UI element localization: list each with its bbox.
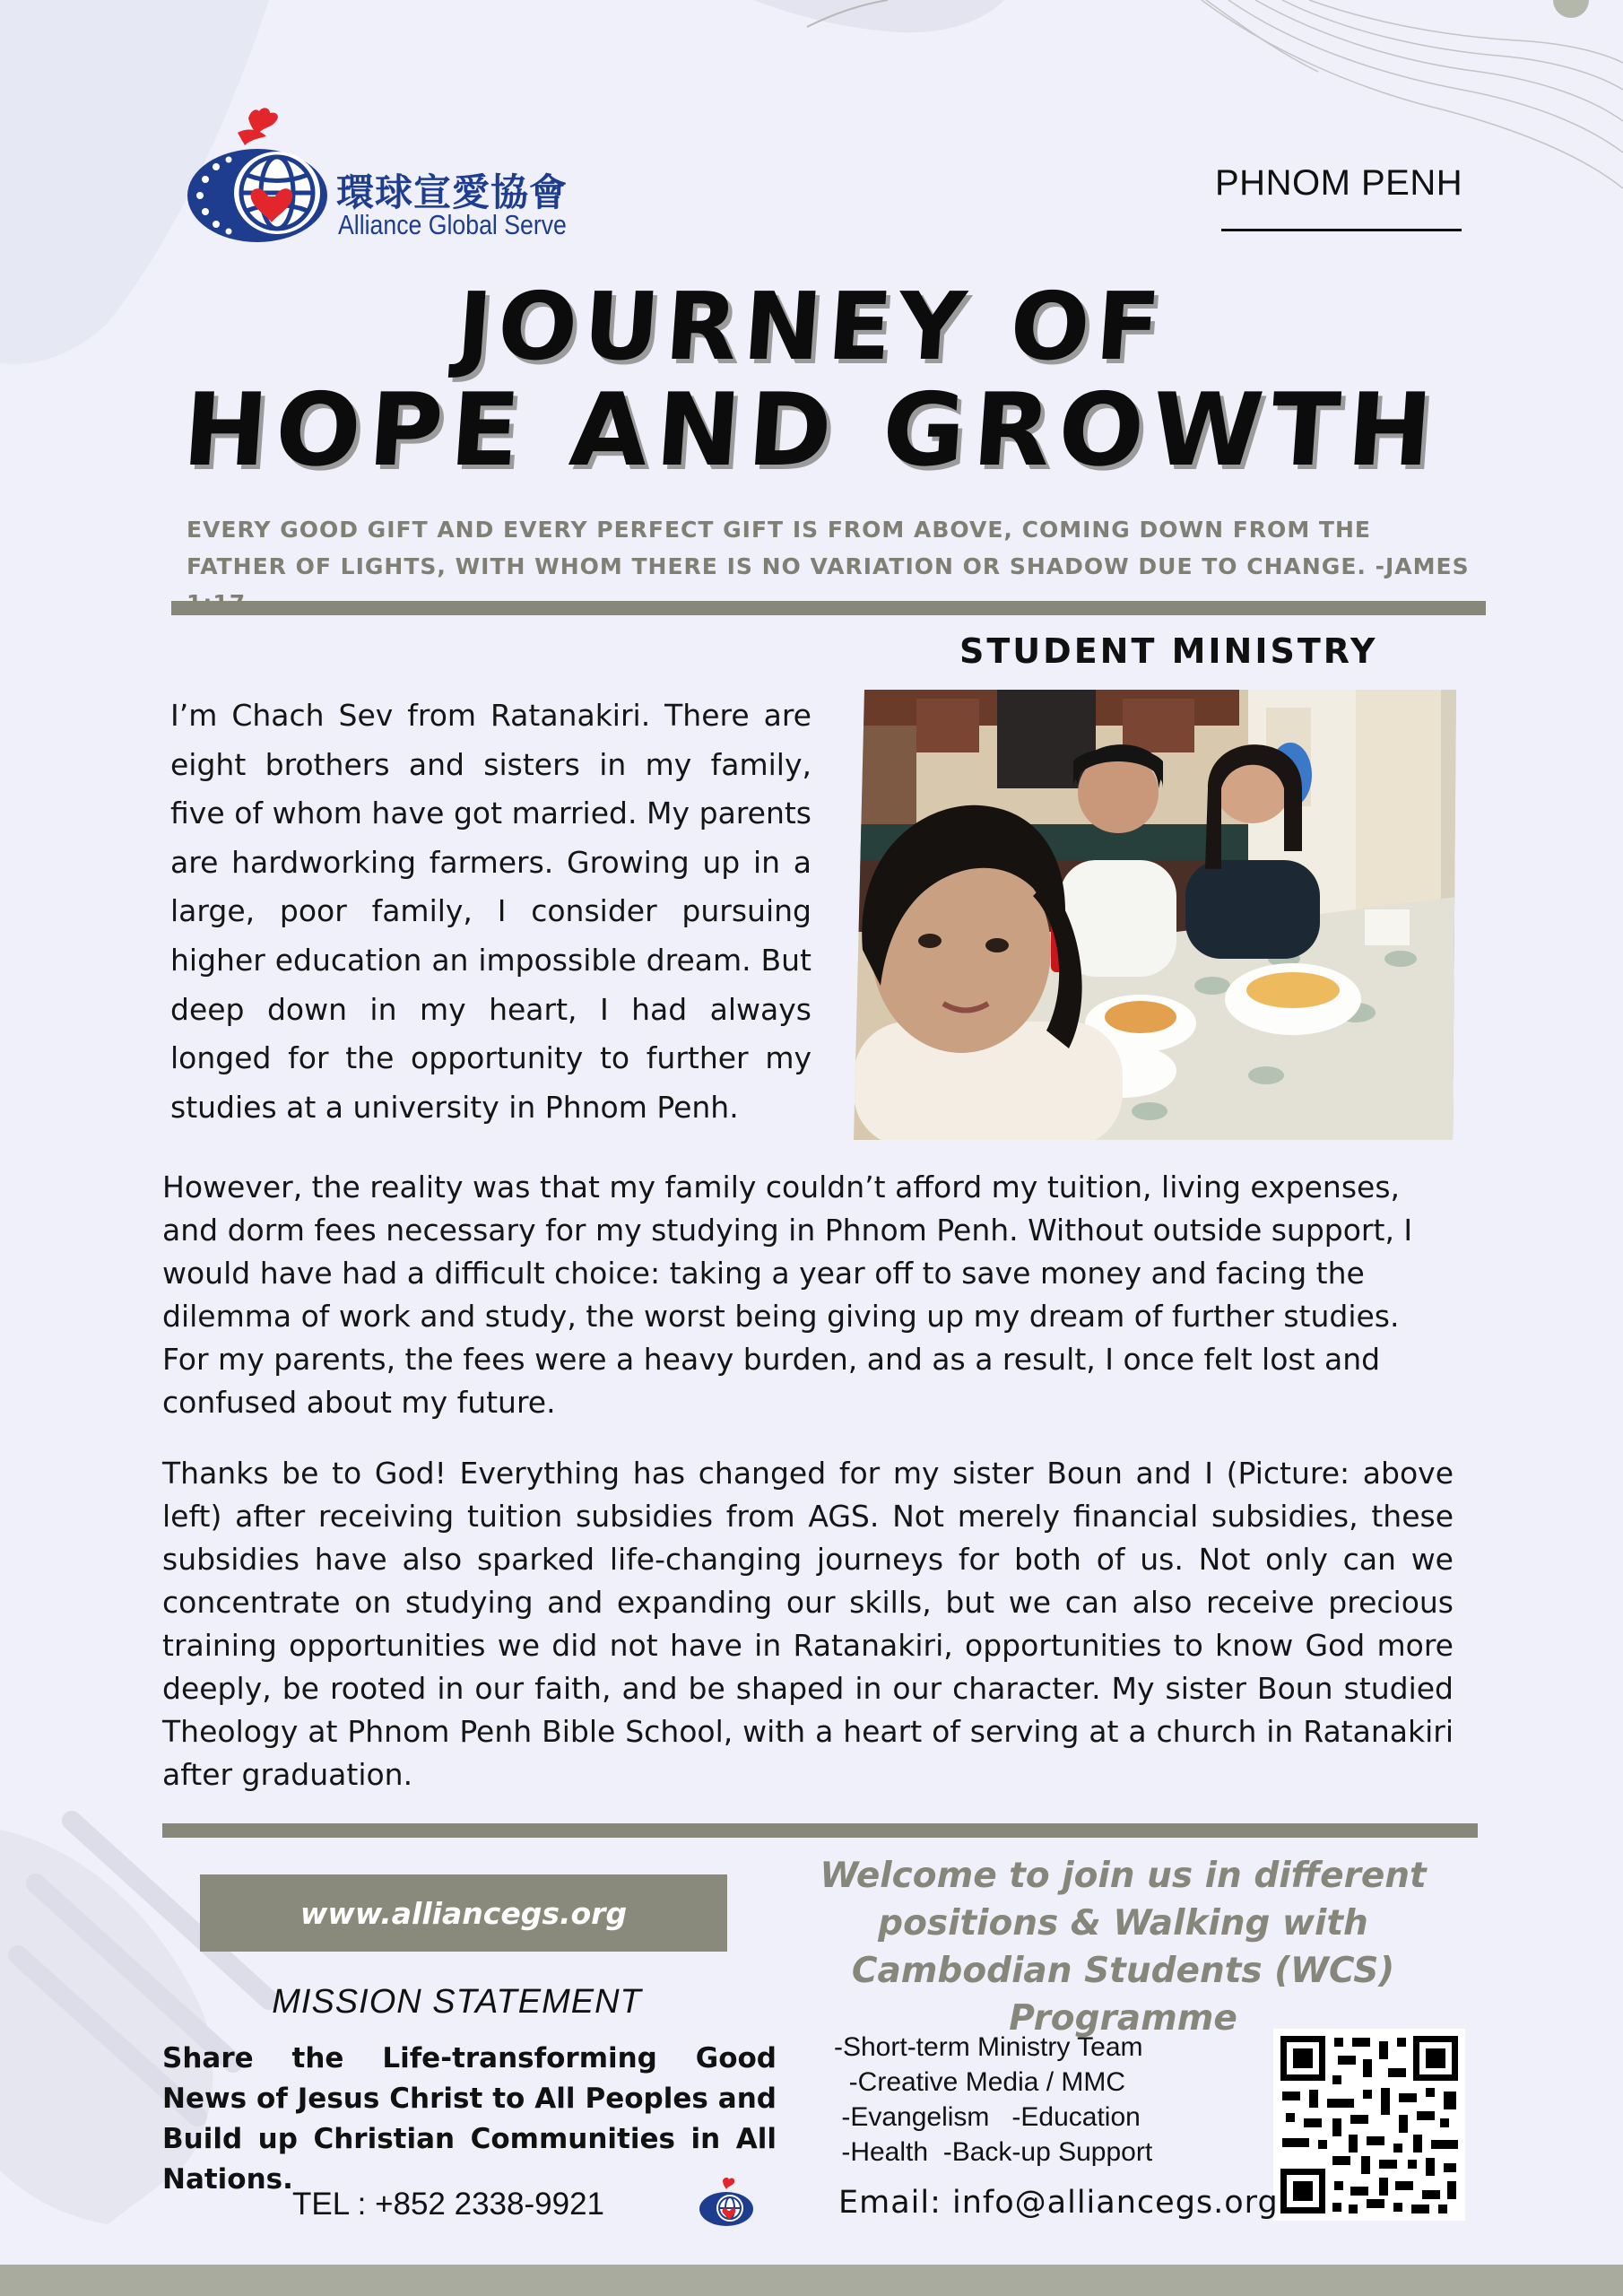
mission-heading: MISSION STATEMENT	[272, 1983, 642, 2021]
email-contact[interactable]: Email: info@alliancegs.org	[838, 2185, 1279, 2221]
city-label: PHNOM PENH	[1215, 163, 1463, 203]
position-item: -Evangelism -Education	[834, 2102, 1141, 2132]
paragraph-1: I’m Chach Sev from Ratanakiri. There are eight brothers and sisters in my family, five of whom have got married. My parents are hardworking farmers. Growing up in a large, poor family, I consider pursuing higher education an impossible dream. But deep down in my heart, I had always longed for the opportunity to further my studies at a university in Phnom Penh.	[170, 698, 812, 1125]
small-logo-icon	[698, 2175, 759, 2227]
logo-english-name: Alliance Global Serve	[338, 209, 567, 240]
logo-chinese-name: 環球宣愛協會	[336, 170, 568, 214]
title-line-2: HOPE AND GROWTH	[178, 372, 1445, 489]
position-item: -Short-term Ministry Team	[834, 2032, 1143, 2062]
section-heading: STUDENT MINISTRY	[959, 631, 1378, 671]
footer-band	[0, 2265, 1623, 2296]
city-underline	[1221, 229, 1462, 231]
qr-code[interactable]	[1273, 2029, 1465, 2221]
position-item: -Creative Media / MMC	[834, 2067, 1126, 2097]
divider-bottom	[162, 1823, 1478, 1838]
student-photo	[854, 690, 1463, 1140]
bible-verse: EVERY GOOD GIFT AND EVERY PERFECT GIFT IS FROM ABOVE, COMING DOWN FROM THE FATHER OF LIGHTS, WITH WHOM THERE IS NO VARIATION OR SHADOW DUE TO CHANGE. -JAMES	[187, 517, 1470, 579]
paragraph-2: However, the reality was that my family couldn’t afford my tuition, living expenses, and dorm fees necessary for my studying in Phnom Penh. Without outside support, I would have had a difficult choice: taking a year off to save money and facing the dilemma of work and study, the worst being giving up my dream of further studies. For my parents, the fees were a heavy burden, and as a result, I once felt lost and confused about my future.	[162, 1170, 1413, 1420]
mission-text: Share the Life-transforming Good News of Jesus Christ to All Peoples and Build up Christian Communities in All Nations.	[162, 2042, 777, 2196]
title-line-1: JOURNEY OF	[453, 272, 1170, 381]
divider-top	[171, 601, 1486, 615]
welcome-heading: Welcome to join us in different positions & Walking with Cambodian Students (WCS) Programme	[820, 1856, 1427, 2039]
position-item: -Health -Back-up Support	[834, 2137, 1153, 2167]
telephone[interactable]: TEL : +852 2338-9921	[292, 2187, 605, 2222]
paragraph-3: Thanks be to God! Everything has changed for my sister Boun and I (Picture: above left) after receiving tuition subsidies from AGS. Not merely financial subsidies, these subsidies have also sparked life-changing journeys for both of us. Not only can we concentrate on studying and expanding our skills, but we can also receive precious training opportunities we did not have in Ratanakiri, opportunities to know God more deeply, be rooted in our faith, and be shaped in our character. My sister Boun studied Theology at Phnom Penh Bible School, with a heart of serving at a church in Ratanakiri after graduation.	[162, 1456, 1454, 1792]
positions-list	[834, 2030, 1264, 2170]
website-link[interactable]: www.alliancegs.org	[200, 1874, 727, 1952]
